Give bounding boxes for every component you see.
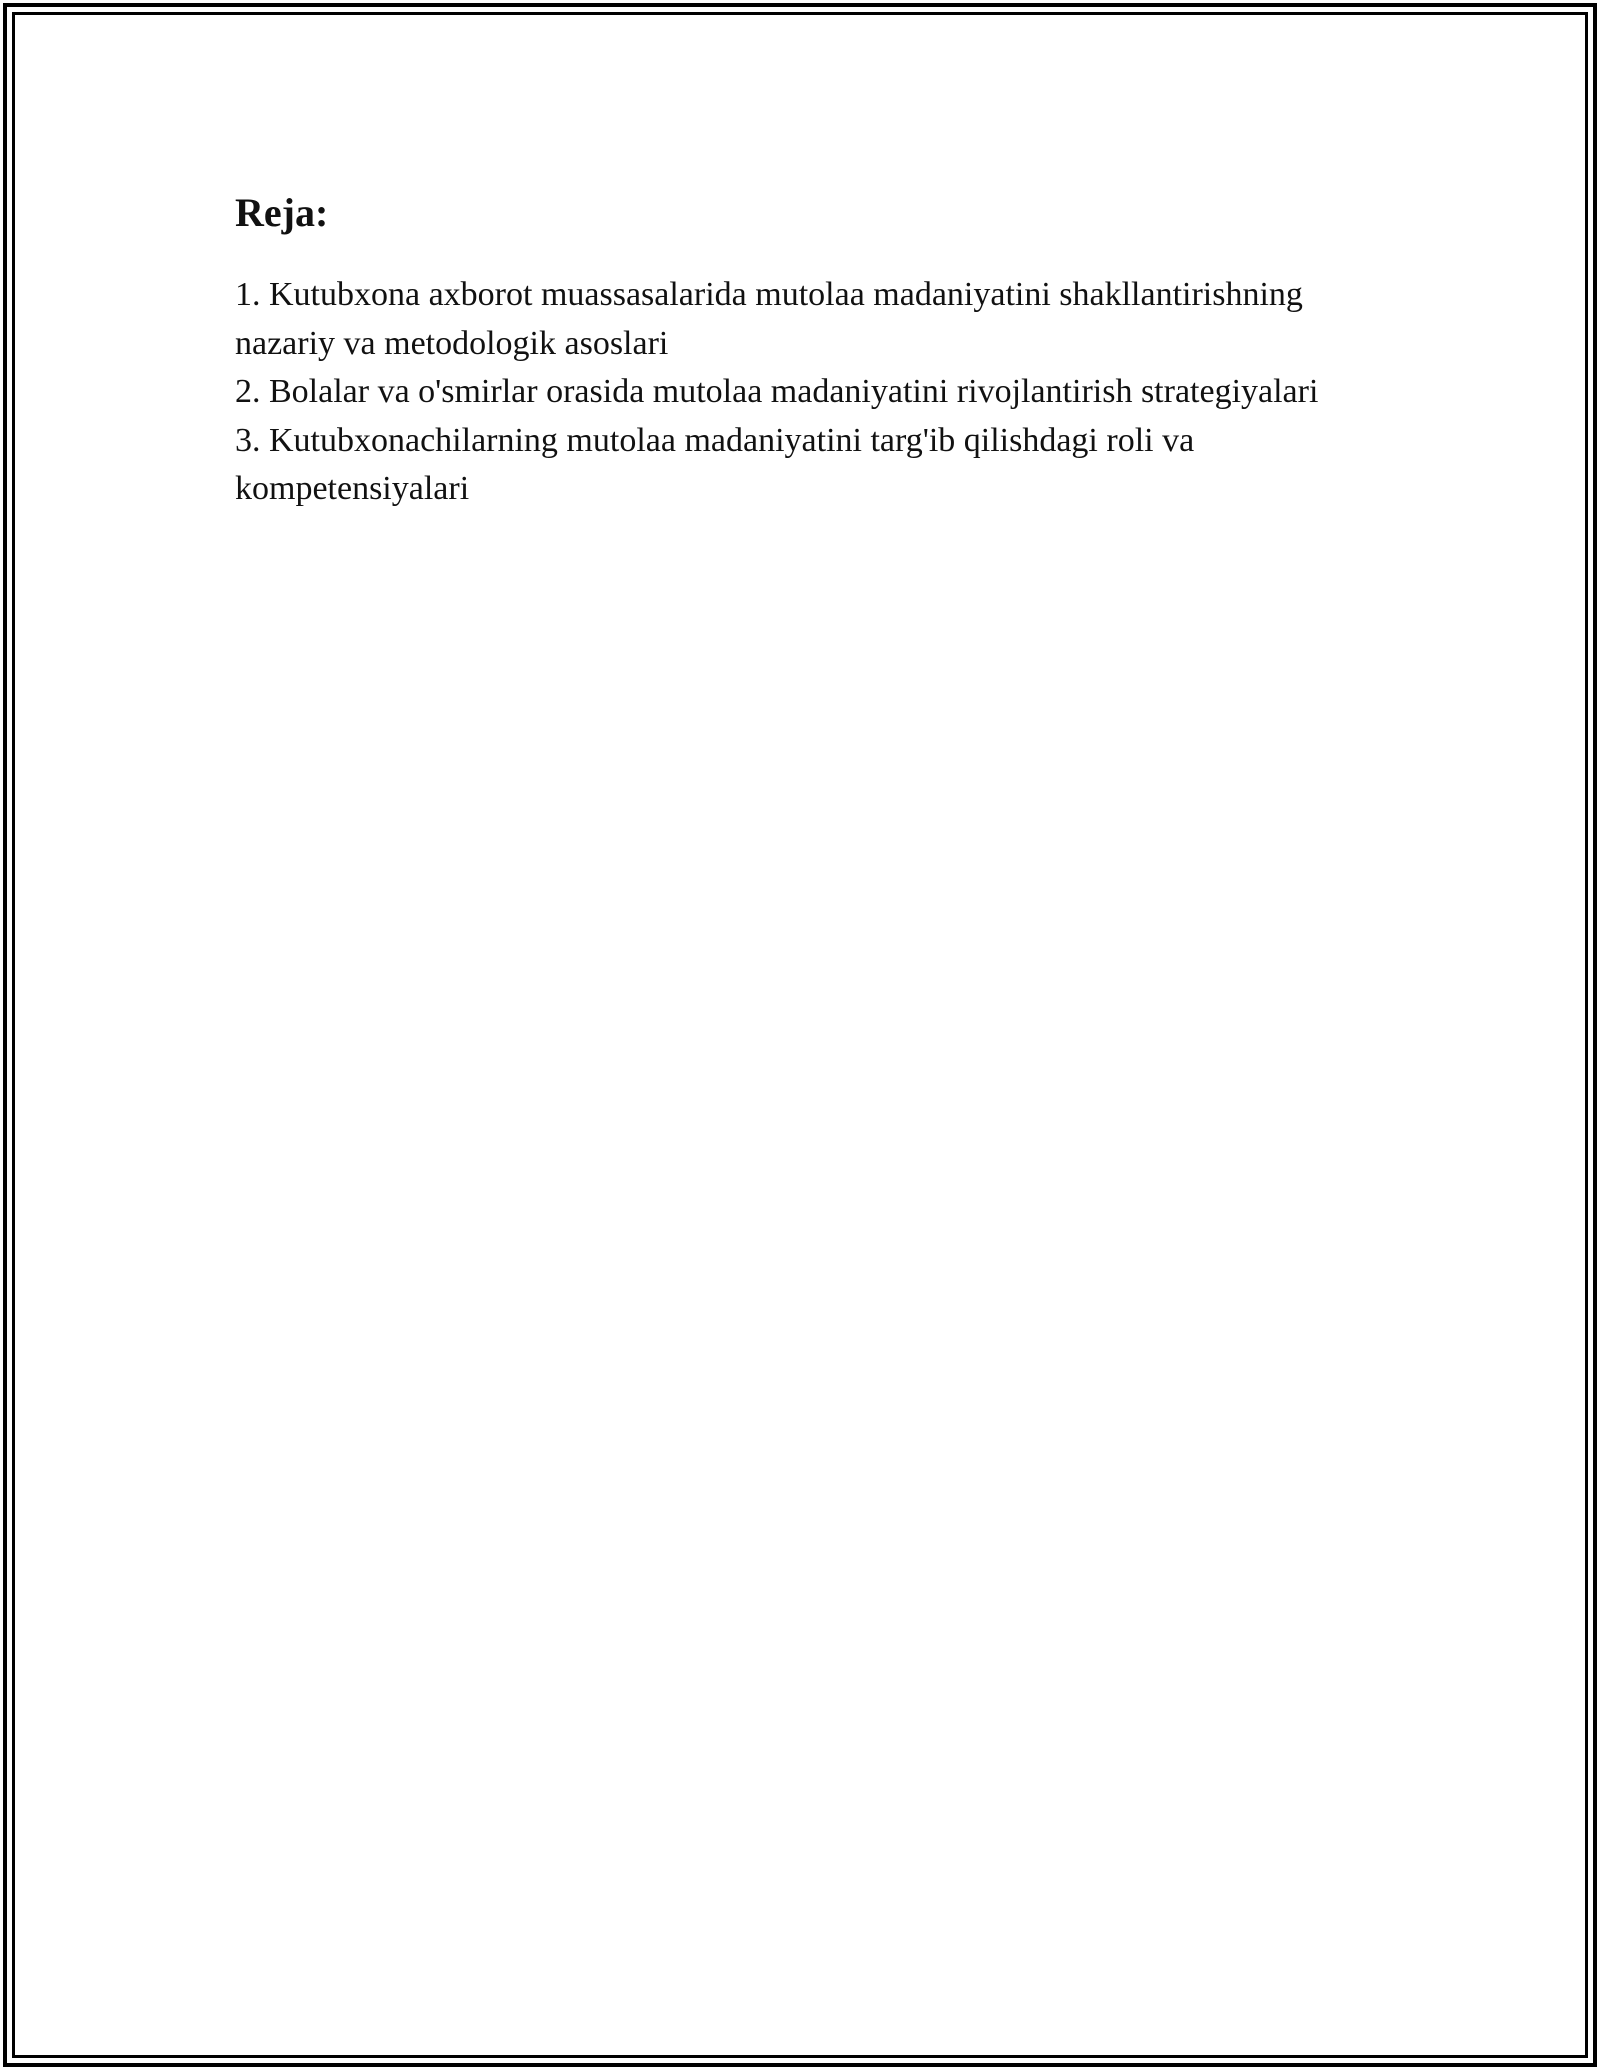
plan-list bbox=[235, 271, 1325, 514]
plan-item-1: 1. Kutubxona axborot muassasalarida mutolaa madaniyatini shakllantirishning nazariy va metodologik asoslari bbox=[235, 276, 1303, 362]
plan-item-2: 2. Bolalar va o'smirlar orasida mutolaa madaniyatini rivojlantirish strategiyalari bbox=[235, 373, 1319, 410]
page-title: Reja: bbox=[235, 190, 329, 235]
plan-item-3: 3. Kutubxonachilarning mutolaa madaniyatini targ'ib qilishdagi roli va kompetensiyalari bbox=[235, 421, 1195, 507]
document-body bbox=[235, 185, 1365, 514]
